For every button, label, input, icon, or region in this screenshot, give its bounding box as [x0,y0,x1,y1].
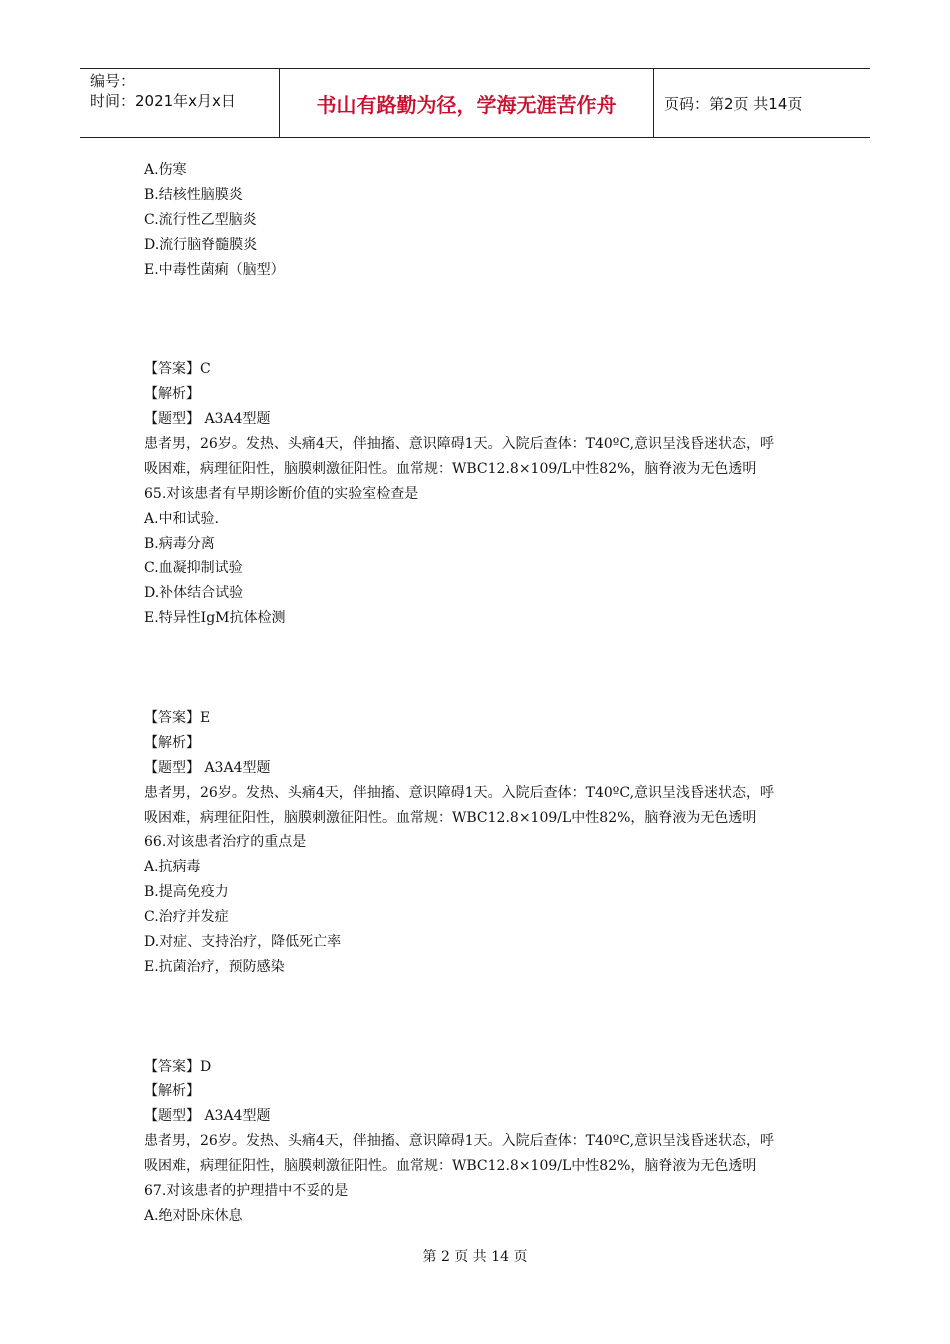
case-text: 患者男，26岁。发热、头痛4天，伴抽搐、意识障碍1天。入院后查体：T40ºC,意识呈浅昏迷状态，呼 [144,1133,775,1150]
option: A.抗病毒 [144,859,201,876]
answer: 【答案】D [144,1058,212,1075]
option: B.结核性脑膜炎 [144,186,243,203]
document-number-label: 编号： [90,72,136,90]
case-text: 患者男，26岁。发热、头痛4天，伴抽搐、意识障碍1天。入院后查体：T40ºC,意识呈浅昏迷状态，呼 [144,435,775,452]
case-text: 吸困难，病理征阳性，脑膜刺激征阳性。血常规：WBC12.8×109/L中性82%，脑脊液为无色透明 [144,809,757,826]
option: E.特异性IgM抗体检测 [144,610,286,627]
analysis-label: 【解析】 [144,386,200,403]
question-stem: 66.对该患者治疗的重点是 [144,834,307,851]
option: B.提高免疫力 [144,884,229,901]
header-motto: 书山有路勤为径，学海无涯苦作舟 [280,69,654,137]
question-stem: 65.对该患者有早期诊断价值的实验室检查是 [144,485,419,502]
option: C.血凝抑制试验 [144,560,243,577]
option: A.绝对卧床休息 [144,1207,243,1224]
question-type: 【题型】 A3A4型题 [144,1108,271,1125]
answer: 【答案】C [144,361,211,378]
option: D.对症、支持治疗，降低死亡率 [144,934,342,951]
document-body [144,158,824,1229]
question-stem: 67.对该患者的护理措中不妥的是 [144,1183,349,1200]
header-page-number: 页码：第2页 共14页 [664,94,803,113]
option: C.治疗并发症 [144,909,229,926]
analysis-label: 【解析】 [144,1083,200,1100]
option: D.流行脑脊髓膜炎 [144,236,258,253]
option: A.中和试验. [144,510,220,527]
case-text: 吸困难，病理征阳性，脑膜刺激征阳性。血常规：WBC12.8×109/L中性82%，脑脊液为无色透明 [144,1158,757,1175]
option: E.抗菌治疗，预防感染 [144,958,285,975]
case-text: 患者男，26岁。发热、头痛4天，伴抽搐、意识障碍1天。入院后查体：T40ºC,意识呈浅昏迷状态，呼 [144,784,775,801]
question-type: 【题型】 A3A4型题 [144,759,271,776]
option: C.流行性乙型脑炎 [144,211,257,228]
answer: 【答案】E [144,709,211,726]
option: A.伤寒 [144,162,187,178]
question-type: 【题型】 A3A4型题 [144,411,271,428]
case-text: 吸困难，病理征阳性，脑膜刺激征阳性。血常规：WBC12.8×109/L中性82%，脑脊液为无色透明 [144,460,757,477]
analysis-label: 【解析】 [144,734,200,751]
option: B.病毒分离 [144,535,215,552]
page-footer: 第 2 页 共 14 页 [422,1249,528,1265]
document-date: 时间：2021年x月x日 [90,92,236,110]
header-meta [80,69,280,137]
option: D.补体结合试验 [144,585,244,602]
page-header [80,68,870,138]
option: E.中毒性菌痢（脑型） [144,261,285,278]
